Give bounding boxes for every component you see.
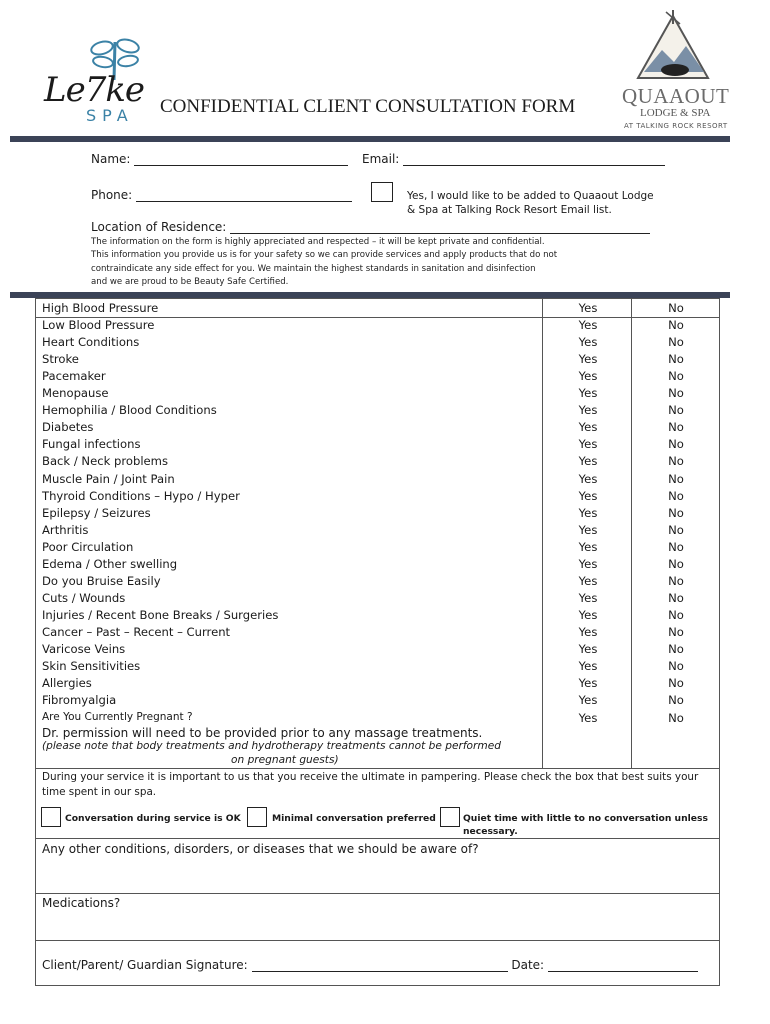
name-field[interactable] <box>91 152 348 166</box>
condition-yes-option[interactable]: Yes <box>578 556 598 571</box>
condition-no-option[interactable]: No <box>668 301 684 315</box>
condition-label: Diabetes <box>42 420 94 435</box>
condition-no-option[interactable]: No <box>668 352 684 367</box>
quiet-time-label: Quiet time with little to no conversation unless <box>463 813 708 824</box>
condition-no-option[interactable]: No <box>668 471 684 486</box>
condition-no-option[interactable]: No <box>668 454 684 469</box>
condition-yes-option[interactable]: Yes <box>578 642 598 656</box>
service-intro: During your service it is important to us that you receive the ultimate in pampering. Please check the box that best suits your time spent in our spa. <box>42 771 699 798</box>
condition-no-option[interactable]: No <box>668 693 684 708</box>
spa-logo-sub: SPA <box>86 106 134 125</box>
condition-no-option[interactable]: No <box>668 335 684 350</box>
other-conditions-question: Any other conditions, disorders, or diseases that we should be aware of? <box>42 842 479 856</box>
condition-no-option[interactable]: No <box>668 420 684 435</box>
condition-yes-option[interactable]: Yes <box>578 437 598 452</box>
condition-label: Fibromyalgia <box>42 693 117 708</box>
location-field[interactable] <box>91 220 650 234</box>
pregnant-question: Are You Currently Pregnant ? <box>42 711 193 723</box>
email-list-checkbox[interactable] <box>371 182 393 202</box>
condition-label: Allergies <box>42 676 92 691</box>
medications-question: Medications? <box>42 896 121 910</box>
condition-label: Heart Conditions <box>42 335 140 350</box>
pregnant-yes[interactable]: Yes <box>578 711 598 725</box>
condition-label: Poor Circulation <box>42 539 134 554</box>
condition-label: Injuries / Recent Bone Breaks / Surgeries <box>42 607 279 622</box>
condition-yes-option[interactable]: Yes <box>578 522 598 537</box>
minimal-conversation-checkbox[interactable] <box>247 807 267 827</box>
signature-input-line[interactable] <box>252 971 508 972</box>
resort-logo-name: QUAAOUT <box>622 84 730 108</box>
condition-no-option[interactable]: No <box>668 642 684 656</box>
condition-no-option[interactable]: No <box>668 505 684 520</box>
condition-yes-option[interactable]: Yes <box>578 318 598 333</box>
conversation-ok-label: Conversation during service is OK <box>65 813 241 824</box>
condition-yes-option[interactable]: Yes <box>578 369 598 384</box>
condition-yes-option[interactable]: Yes <box>578 471 598 486</box>
condition-no-option[interactable]: No <box>668 573 684 588</box>
condition-yes-option[interactable]: Yes <box>578 403 598 418</box>
column-divider-no <box>631 298 632 768</box>
signature-field[interactable] <box>42 958 698 972</box>
condition-yes-option[interactable]: Yes <box>578 301 598 315</box>
condition-label: Cancer – Past – Recent – Current <box>42 624 231 639</box>
condition-label: Do you Bruise Easily <box>42 573 161 588</box>
condition-yes-option[interactable]: Yes <box>578 624 598 639</box>
condition-yes-option[interactable]: Yes <box>578 454 598 469</box>
resort-logo-sub2: AT TALKING ROCK RESORT <box>624 122 728 130</box>
conditions-bottom-line <box>35 768 720 769</box>
phone-label: Phone: <box>91 188 133 202</box>
name-label: Name: <box>91 152 131 166</box>
condition-label: Stroke <box>42 352 79 367</box>
condition-no-option[interactable]: No <box>668 624 684 639</box>
service-bottom-line <box>35 838 720 839</box>
condition-label: Arthritis <box>42 522 89 537</box>
condition-yes-option[interactable]: Yes <box>578 505 598 520</box>
page-title: CONFIDENTIAL CLIENT CONSULTATION FORM <box>160 96 576 117</box>
conversation-ok-checkbox[interactable] <box>41 807 61 827</box>
condition-no-option[interactable]: No <box>668 318 684 333</box>
condition-no-option[interactable]: No <box>668 369 684 384</box>
name-input-line[interactable] <box>134 165 348 166</box>
condition-label: Fungal infections <box>42 437 141 452</box>
location-label: Location of Residence: <box>91 220 227 234</box>
condition-no-option[interactable]: No <box>668 437 684 452</box>
medications-input[interactable] <box>40 912 715 938</box>
condition-label: Menopause <box>42 386 109 401</box>
condition-no-option[interactable]: No <box>668 659 684 674</box>
pregnant-permission: Dr. permission will need to be provided prior to any massage treatments. <box>42 726 483 740</box>
minimal-conversation-label: Minimal conversation preferred <box>272 813 436 824</box>
condition-label: Cuts / Wounds <box>42 590 126 605</box>
condition-yes-option[interactable]: Yes <box>578 539 598 554</box>
condition-no-option[interactable]: No <box>668 488 684 503</box>
condition-label: Muscle Pain / Joint Pain <box>42 471 175 486</box>
spa-logo-name: Le7ke <box>44 70 145 110</box>
condition-no-option[interactable]: No <box>668 607 684 622</box>
email-label: Email: <box>362 152 400 166</box>
condition-label: Varicose Veins <box>42 642 126 656</box>
pregnant-note: (please note that body treatments and hydrotherapy treatments cannot be performed <box>42 740 501 752</box>
condition-no-option[interactable]: No <box>668 522 684 537</box>
condition-label: Thyroid Conditions – Hypo / Hyper <box>42 488 240 503</box>
condition-label: Hemophilia / Blood Conditions <box>42 403 217 418</box>
email-list-text: Yes, I would like to be added to Quaaout Lodge & Spa at Talking Rock Resort Email list. <box>407 190 654 216</box>
condition-yes-option[interactable]: Yes <box>578 607 598 622</box>
signature-label: Client/Parent/ Guardian Signature: <box>42 958 248 972</box>
medications-bottom-line <box>35 940 720 941</box>
date-input-line[interactable] <box>548 971 698 972</box>
quiet-time-checkbox[interactable] <box>440 807 460 827</box>
condition-no-option[interactable]: No <box>668 556 684 571</box>
condition-label: Epilepsy / Seizures <box>42 505 151 520</box>
pregnant-note-2: on pregnant guests) <box>231 754 339 766</box>
condition-label: Back / Neck problems <box>42 454 169 469</box>
condition-label: Low Blood Pressure <box>42 318 155 333</box>
condition-yes-option[interactable]: Yes <box>578 352 598 367</box>
email-input-line[interactable] <box>403 165 665 166</box>
pregnant-no[interactable]: No <box>668 711 684 725</box>
date-label: Date: <box>511 958 545 972</box>
other-conditions-input[interactable] <box>40 860 715 890</box>
condition-yes-option[interactable]: Yes <box>578 573 598 588</box>
condition-yes-option[interactable]: Yes <box>578 420 598 435</box>
condition-yes-option[interactable]: Yes <box>578 488 598 503</box>
condition-no-option[interactable]: No <box>668 676 684 691</box>
condition-label: High Blood Pressure <box>42 301 159 315</box>
condition-label: Pacemaker <box>42 369 106 384</box>
condition-yes-option[interactable]: Yes <box>578 590 598 605</box>
condition-label: Edema / Other swelling <box>42 556 178 571</box>
condition-no-option[interactable]: No <box>668 590 684 605</box>
condition-yes-option[interactable]: Yes <box>578 335 598 350</box>
phone-field[interactable] <box>91 188 352 202</box>
resort-logo-sub: LODGE & SPA <box>640 107 711 119</box>
condition-no-option[interactable]: No <box>668 539 684 554</box>
condition-yes-option[interactable]: Yes <box>578 659 598 674</box>
phone-input-line[interactable] <box>136 201 352 202</box>
column-divider-yes <box>542 298 543 768</box>
condition-no-option[interactable]: No <box>668 386 684 401</box>
condition-yes-option[interactable]: Yes <box>578 693 598 708</box>
condition-label: Skin Sensitivities <box>42 659 141 674</box>
header-divider <box>10 136 730 142</box>
location-input-line[interactable] <box>230 233 650 234</box>
quiet-time-label-2: necessary. <box>463 826 518 837</box>
other-conditions-bottom-line <box>35 893 720 894</box>
condition-yes-option[interactable]: Yes <box>578 676 598 691</box>
email-field[interactable] <box>362 152 665 166</box>
privacy-note: The information on the form is highly appreciated and respected – it will be kept private and confidential. This information you provide us is for your safety so we can provide services and apply products that do not contraindicate any side effect for you. We maintain the highest standards in sanitation and disinfection and we are proud to be Beauty Safe Certified. <box>91 237 558 287</box>
condition-no-option[interactable]: No <box>668 403 684 418</box>
condition-yes-option[interactable]: Yes <box>578 386 598 401</box>
